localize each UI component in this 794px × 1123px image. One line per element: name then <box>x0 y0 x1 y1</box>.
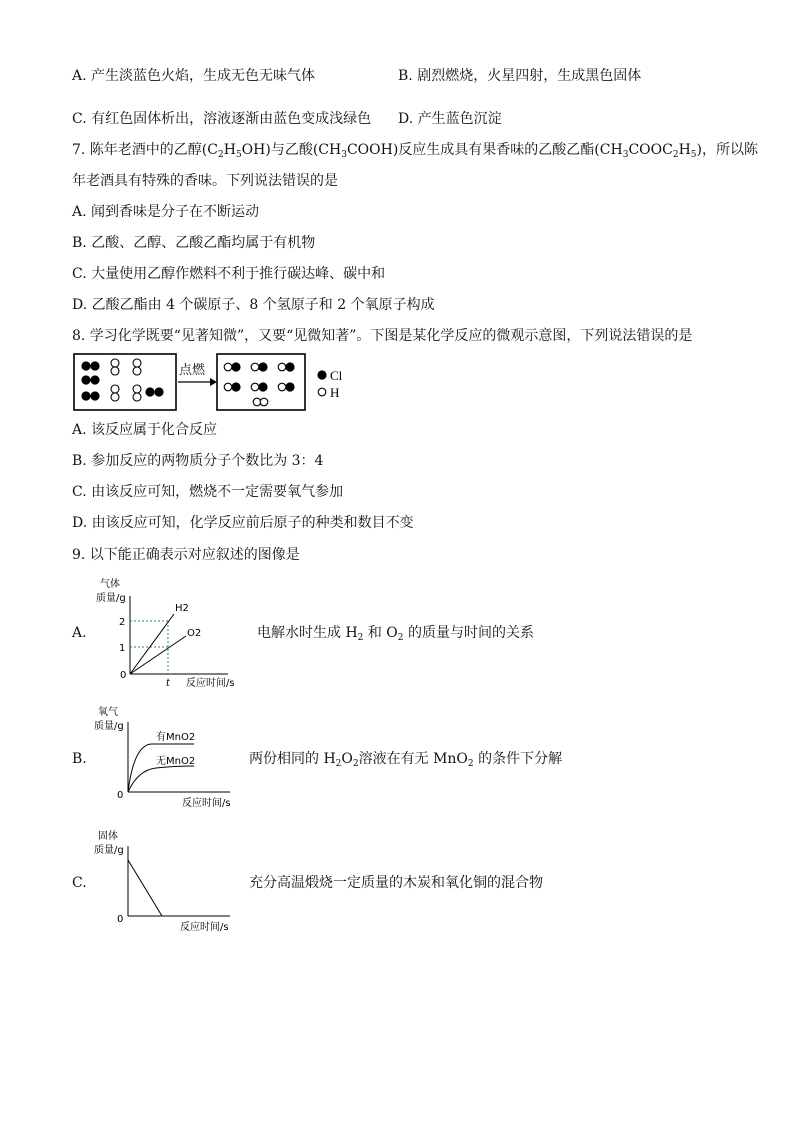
q6-option-b: B. 剧烈燃烧，火星四射，生成黑色固体 <box>398 68 642 84</box>
legend-h-label: H <box>330 385 340 400</box>
q9-c-series <box>128 860 162 916</box>
q8-stem: 8. 学习化学既要“见著知微”，又要“见微知著”。下图是某化学反应的微观示意图，下列说法错误的是 <box>72 328 693 344</box>
q9-a-tick-t: t <box>166 678 171 689</box>
q9-b-label-without: 无MnO2 <box>156 756 196 767</box>
q6-option-d: D. 产生蓝色沉淀 <box>398 111 502 127</box>
q9-c-chart <box>90 826 250 936</box>
q9-a-label-o2: O2 <box>187 628 202 639</box>
h2-molecule <box>133 385 141 401</box>
q9-b-series-with <box>128 744 194 792</box>
q9-a-label-h2: H2 <box>175 603 189 614</box>
q9-c-ylabel-2: 质量/g <box>94 845 124 856</box>
cl2-molecule <box>145 387 163 396</box>
q9-b-label: B. <box>72 751 87 767</box>
q9-a-ylabel-1: 气体 <box>100 579 120 590</box>
q6-option-a: A. 产生淡蓝色火焰，生成无色无味气体 <box>72 68 316 84</box>
q6-option-c: C. 有红色固体析出，溶液逐渐由蓝色变成浅绿色 <box>72 111 372 127</box>
q9-a-origin: 0 <box>120 670 127 681</box>
q8-option-a: A. 该反应属于化合反应 <box>72 422 218 438</box>
q9-b-label-with: 有MnO2 <box>156 732 196 743</box>
hcl-molecule <box>224 362 240 371</box>
q7-option-d: D. 乙酸乙酯由 4 个碳原子、8 个氢原子和 2 个氧原子构成 <box>72 297 435 313</box>
q9-a-tick-2: 2 <box>119 617 126 628</box>
arrow-label: 点燃 <box>179 363 206 378</box>
h2-molecule <box>253 398 268 406</box>
hcl-molecule <box>224 382 240 391</box>
h2-molecule <box>133 359 141 375</box>
q9-b-chart <box>90 702 250 812</box>
q9-a-description: 电解水时生成 $H_2$ 和 $O_2$ 的质量与时间的关系 <box>257 625 534 643</box>
legend-cl-icon <box>317 370 326 379</box>
q9-c-label: C. <box>72 875 87 891</box>
q9-a-ylabel-2: 质量/g <box>96 593 126 604</box>
q7-stem-line1: 7. 陈年老酒中的乙醇$(C_2H_5OH)$与乙酸$(CH_3COOH)$反应生成具有果香味的乙酸乙酯$(CH_3COOC_2H_5)$，所以陈 <box>72 142 758 160</box>
arrow-head-icon <box>210 378 217 386</box>
cl2-molecule <box>81 375 99 384</box>
q9-c-origin: 0 <box>117 914 124 925</box>
q9-a-label: A. <box>72 625 87 641</box>
q8-reaction-diagram <box>72 352 362 414</box>
q9-a-xlabel: 反应时间/s <box>186 678 235 689</box>
q8-option-b: B. 参加反应的两物质分子个数比为 3：4 <box>72 453 324 469</box>
cl2-molecule <box>81 361 99 370</box>
h2-molecule <box>111 385 119 401</box>
q7-stem-line2: 年老酒具有特殊的香味。下列说法错误的是 <box>72 173 338 189</box>
q7-option-c: C. 大量使用乙醇作燃料不利于推行碳达峰、碳中和 <box>72 266 386 282</box>
q9-b-description: 两份相同的 $H_2O_2$溶液在有无 MnO$_2$ 的条件下分解 <box>249 751 563 769</box>
h2-molecule <box>111 359 119 375</box>
q9-a-series-o2 <box>130 636 186 674</box>
legend-cl-label: Cl <box>330 368 343 383</box>
q7-option-b: B. 乙酸、乙醇、乙酸乙酯均属于有机物 <box>72 235 316 251</box>
cl2-molecule <box>81 391 99 400</box>
q9-stem: 9. 以下能正确表示对应叙述的图像是 <box>72 547 300 563</box>
q9-c-ylabel-1: 固体 <box>98 831 118 842</box>
q7-option-a: A. 闻到香味是分子在不断运动 <box>72 204 260 220</box>
q9-c-xlabel: 反应时间/s <box>180 922 229 933</box>
q9-a-series-h2 <box>130 614 174 674</box>
q9-a-chart <box>90 574 250 692</box>
q9-c-description: 充分高温煅烧一定质量的木炭和氧化铜的混合物 <box>249 875 543 891</box>
q9-b-ylabel-2: 质量/g <box>94 721 124 732</box>
legend-h-icon <box>318 388 326 396</box>
hcl-molecule <box>251 382 267 391</box>
q9-b-xlabel: 反应时间/s <box>182 798 231 809</box>
hcl-molecule <box>251 362 267 371</box>
q9-b-ylabel-1: 氧气 <box>98 707 118 718</box>
q9-b-series-without <box>128 766 194 792</box>
q8-option-d: D. 由该反应可知，化学反应前后原子的种类和数目不变 <box>72 515 414 531</box>
q9-a-tick-1: 1 <box>119 643 126 654</box>
hcl-molecule <box>278 362 294 371</box>
q9-b-origin: 0 <box>117 790 124 801</box>
q8-option-c: C. 由该反应可知，燃烧不一定需要氧气参加 <box>72 484 344 500</box>
hcl-molecule <box>278 382 294 391</box>
